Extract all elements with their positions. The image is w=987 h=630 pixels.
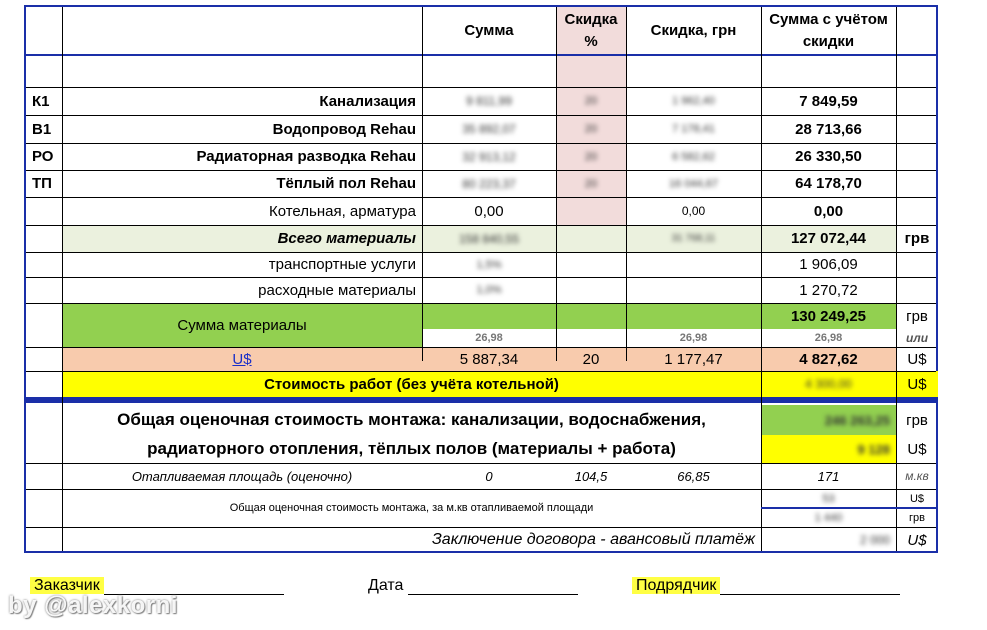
consumables-total: 1 270,72 — [799, 281, 858, 299]
header-sum-with-discount: Сумма с учётом скидки — [769, 10, 888, 50]
boiler-discount: 0,00 — [681, 204, 706, 218]
rate-value: 26,98 — [814, 332, 843, 344]
transport-label: транспортные услуги — [268, 256, 416, 273]
row-code: РО — [32, 148, 54, 165]
total-materials-unit: грв — [904, 230, 930, 247]
boiler-sum: 0,00 — [474, 202, 504, 220]
date-label: Дата — [368, 577, 404, 594]
per-m2-uah-unit: грв — [909, 512, 925, 524]
row-sum: 32 913,12 — [462, 149, 516, 164]
transport-pct: 1,5% — [476, 258, 502, 271]
row-pct: 20 — [584, 95, 598, 107]
row-name: Водопровод Rehau — [272, 120, 416, 138]
boiler-total: 0,00 — [813, 202, 844, 220]
consumables-label: расходные материалы — [258, 281, 416, 299]
transport-total: 1 906,09 — [799, 256, 858, 273]
usd-unit: U$ — [907, 350, 927, 368]
materials-sum-label: Сумма материалы — [177, 316, 307, 334]
total-materials-sum: 158 840,55 — [458, 231, 520, 246]
contract-unit: U$ — [907, 531, 927, 549]
grand-uah-unit: грв — [906, 411, 928, 429]
date-signature — [368, 576, 578, 595]
row-discount: 7 178,41 — [672, 123, 715, 135]
grand-line2: радиаторного отопления, тёплых полов (материалы + работа) — [147, 439, 676, 458]
row-pct: 20 — [584, 150, 598, 163]
total-materials-total: 127 072,44 — [790, 230, 867, 247]
per-m2-usd-unit: U$ — [909, 493, 925, 505]
row-sum: 35 892,07 — [462, 122, 516, 136]
row-name: Тёплый пол Rehau — [276, 175, 416, 192]
usd-discount: 1 177,47 — [664, 350, 723, 368]
materials-sum-total: 130 249,25 — [790, 307, 867, 325]
area-value: 104,5 — [574, 468, 608, 484]
rate-value: 26,98 — [679, 332, 708, 344]
grand-usd: 9 128 — [857, 441, 890, 457]
contractor-label: Подрядчик — [632, 577, 720, 594]
row-code: ТП — [32, 175, 52, 192]
customer-label: Заказчик — [30, 577, 104, 594]
row-sum: 80 223,37 — [462, 176, 516, 191]
works-label: Стоимость работ (без учёта котельной) — [264, 375, 559, 393]
per-m2-uah: 1 440 — [814, 512, 843, 524]
grand-uah: 246 263,25 — [824, 412, 890, 428]
row-total: 26 330,50 — [795, 148, 862, 165]
watermark: by @alexkorni — [8, 592, 178, 619]
header-sum: Сумма — [464, 22, 514, 39]
usd-total: 4 827,62 — [799, 350, 858, 368]
header-discount-uah: Скидка, грн — [650, 22, 737, 39]
per-m2-usd: 53 — [822, 493, 835, 505]
total-materials-label: Всего материалы — [277, 230, 416, 247]
grand-usd-unit: U$ — [907, 440, 927, 458]
area-value: 66,85 — [677, 468, 710, 484]
row-discount: 16 044,67 — [669, 177, 718, 190]
area-value: 171 — [817, 468, 840, 484]
materials-sum-unit: грв — [906, 307, 928, 325]
rate-value: 26,98 — [475, 332, 503, 344]
consumables-pct: 1,0% — [476, 284, 502, 296]
total-materials-discount: 31 768,11 — [671, 233, 716, 244]
row-name: Радиаторная разводка Rehau — [196, 148, 416, 165]
usd-pct: 20 — [582, 350, 600, 368]
row-pct: 20 — [584, 123, 598, 135]
usd-link[interactable]: U$ — [232, 350, 252, 368]
row-code: В1 — [32, 120, 52, 138]
row-total: 64 178,70 — [795, 175, 862, 192]
row-total: 7 849,59 — [799, 92, 858, 110]
row-discount: 1 962,40 — [672, 95, 715, 107]
row-discount: 6 582,62 — [672, 150, 715, 163]
row-sum: 9 811,99 — [466, 94, 512, 108]
area-value: 0 — [485, 468, 493, 484]
contract-label: Заключение договора - авансовый платёж — [431, 531, 755, 548]
row-pct: 20 — [584, 177, 598, 190]
header-discount-pct: Скидка % — [564, 10, 618, 50]
row-code: К1 — [32, 92, 50, 110]
row-total: 28 713,66 — [795, 120, 862, 138]
contractor-signature — [632, 576, 900, 595]
row-name: Канализация — [319, 92, 416, 110]
contract-value: 2 000 — [859, 533, 890, 547]
estimate-table — [24, 5, 938, 553]
area-label: Отапливаемая площадь (оценочно) — [131, 468, 353, 484]
boiler-name: Котельная, арматура — [268, 202, 416, 220]
area-unit: м.кв — [905, 469, 929, 483]
usd-sum: 5 887,34 — [459, 350, 519, 368]
per-m2-label: Общая оценочная стоимость монтажа, за м.кв отапливаемой площади — [229, 502, 594, 514]
works-total: 4 300,00 — [805, 377, 852, 391]
alt-label: или — [905, 331, 929, 345]
works-unit: U$ — [907, 375, 927, 393]
grand-line1: Общая оценочная стоимость монтажа: канализации, водоснабжения, — [117, 410, 706, 429]
